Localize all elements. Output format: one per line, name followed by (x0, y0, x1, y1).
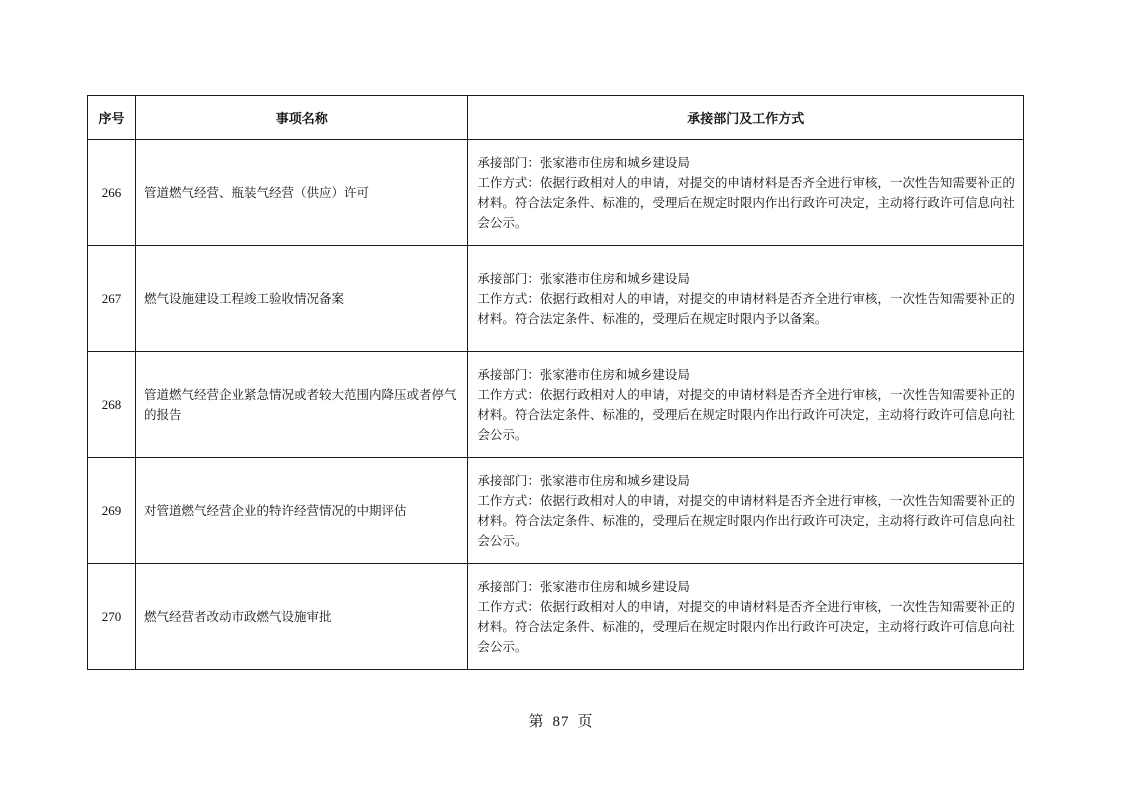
items-table (87, 95, 1024, 670)
table-row (88, 564, 1024, 670)
method-text: 工作方式：依据行政相对人的申请，对提交的申请材料是否齐全进行审核，一次性告知需要补正的材料。符合法定条件、标准的，受理后在规定时限内作出行政许可决定，主动将行政许可信息向社会公示。 (477, 386, 1015, 442)
table-header-row (88, 96, 1024, 140)
item-name: 燃气设施建设工程竣工验收情况备案 (136, 246, 468, 352)
method-text: 工作方式：依据行政相对人的申请，对提交的申请材料是否齐全进行审核，一次性告知需要补正的材料。符合法定条件、标准的，受理后在规定时限内作出行政许可决定，主动将行政许可信息向社会公示。 (477, 492, 1015, 548)
header-dept: 承接部门及工作方式 (468, 96, 1024, 140)
page-number: 87 (552, 714, 570, 730)
dept-text: 承接部门：张家港市住房和城乡建设局 (477, 154, 690, 170)
method-text: 工作方式：依据行政相对人的申请，对提交的申请材料是否齐全进行审核，一次性告知需要补正的材料。符合法定条件、标准的，受理后在规定时限内作出行政许可决定，主动将行政许可信息向社会公示。 (477, 598, 1015, 654)
header-name: 事项名称 (136, 96, 468, 140)
row-number: 266 (88, 140, 136, 246)
row-number: 270 (88, 564, 136, 670)
dept-cell (468, 564, 1024, 670)
page-footer (0, 710, 1122, 731)
dept-cell (468, 140, 1024, 246)
dept-text: 承接部门：张家港市住房和城乡建设局 (477, 366, 690, 382)
item-name: 管道燃气经营、瓶装气经营（供应）许可 (136, 140, 468, 246)
method-text: 工作方式：依据行政相对人的申请，对提交的申请材料是否齐全进行审核，一次性告知需要补正的材料。符合法定条件、标准的，受理后在规定时限内予以备案。 (477, 290, 1015, 326)
page-prefix: 第 (528, 714, 545, 730)
row-number: 267 (88, 246, 136, 352)
item-name: 燃气经营者改动市政燃气设施审批 (136, 564, 468, 670)
header-no: 序号 (88, 96, 136, 140)
dept-text: 承接部门：张家港市住房和城乡建设局 (477, 270, 690, 286)
method-text: 工作方式：依据行政相对人的申请，对提交的申请材料是否齐全进行审核，一次性告知需要补正的材料。符合法定条件、标准的，受理后在规定时限内作出行政许可决定，主动将行政许可信息向社会公示。 (477, 174, 1015, 230)
table-row (88, 352, 1024, 458)
dept-text: 承接部门：张家港市住房和城乡建设局 (477, 472, 690, 488)
table-row (88, 246, 1024, 352)
row-number: 269 (88, 458, 136, 564)
table-row (88, 458, 1024, 564)
dept-text: 承接部门：张家港市住房和城乡建设局 (477, 578, 690, 594)
item-name: 对管道燃气经营企业的特许经营情况的中期评估 (136, 458, 468, 564)
dept-cell (468, 352, 1024, 458)
row-number: 268 (88, 352, 136, 458)
page-suffix: 页 (577, 714, 594, 730)
table-row (88, 140, 1024, 246)
item-name: 管道燃气经营企业紧急情况或者较大范围内降压或者停气的报告 (136, 352, 468, 458)
dept-cell (468, 458, 1024, 564)
dept-cell (468, 246, 1024, 352)
